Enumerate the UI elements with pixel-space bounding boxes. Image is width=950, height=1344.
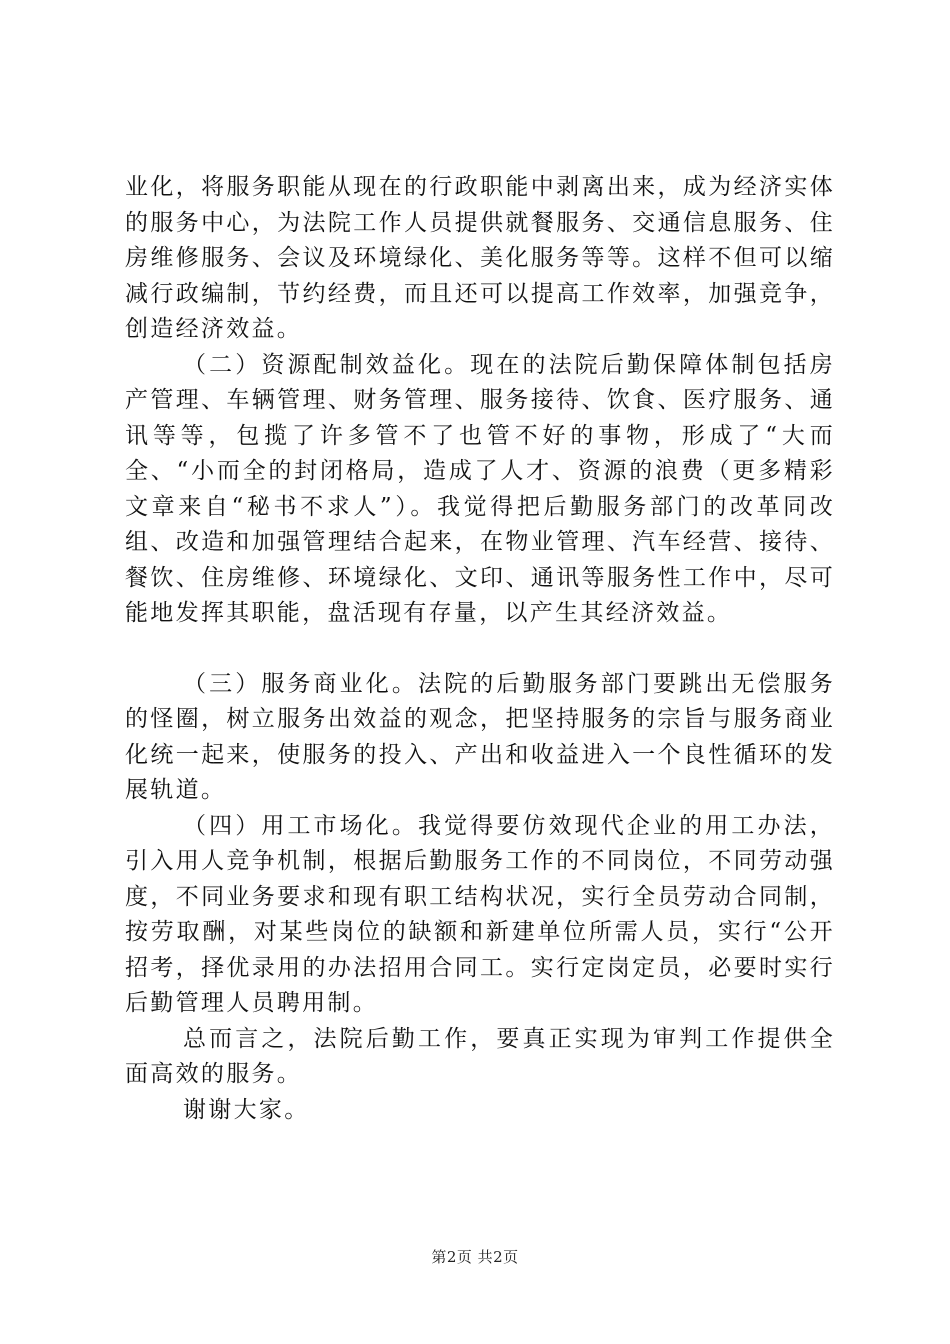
paragraph-continuation: 业化，将服务职能从现在的行政职能中剥离出来，成为经济实体的服务中心，为法院工作人员提供就餐服务、交通信息服务、住房维修服务、会议及环境绿化、美化服务等等。这样不但可以缩减行政编制，节约经费，而且还可以提高工作效率，加强竞争，创造经济效益。 <box>125 174 835 342</box>
paragraph-thanks: 谢谢大家。 <box>183 1096 310 1123</box>
paragraph-conclusion: 总而言之，法院后勤工作，要真正实现为审判工作提供全面高效的服务。 <box>125 1025 835 1087</box>
page-number-footer: 第2页 共2页 <box>431 1248 519 1266</box>
document-body <box>125 170 835 1128</box>
paragraph-service-commercialization: （三）服务商业化。法院的后勤服务部门要跳出无偿服务的怪圈，树立服务出效益的观念，把坚持服务的宗旨与服务商业化统一起来，使服务的投入、产出和收益进入一个良性循环的发展轨道。 <box>125 670 835 803</box>
paragraph-employment-marketization: （四）用工市场化。我觉得要仿效现代企业的用工办法，引入用人竞争机制，根据后勤服务工作的不同岗位，不同劳动强度，不同业务要求和现有职工结构状况，实行全员劳动合同制，按劳取酬，对某些岗位的缺额和新建单位所需人员，实行“公开招考，择优录用的办法招用合同工。实行定岗定员，必要时实行后勤管理人员聘用制。 <box>125 812 835 1016</box>
paragraph-resource-allocation: （二）资源配制效益化。现在的法院后勤保障体制包括房产管理、车辆管理、财务管理、服务接待、饮食、医疗服务、通讯等等，包揽了许多管不了也管不好的事物，形成了“大而全、“小而全的封闭格局，造成了人才、资源的浪费（更多精彩文章来自“秘书不求人”）。我觉得把后勤服务部门的改革同改组、改造和加强管理结合起来，在物业管理、汽车经营、接待、餐饮、住房维修、环境绿化、文印、通讯等服务性工作中，尽可能地发挥其职能，盘活现有存量，以产生其经济效益。 <box>125 351 835 626</box>
